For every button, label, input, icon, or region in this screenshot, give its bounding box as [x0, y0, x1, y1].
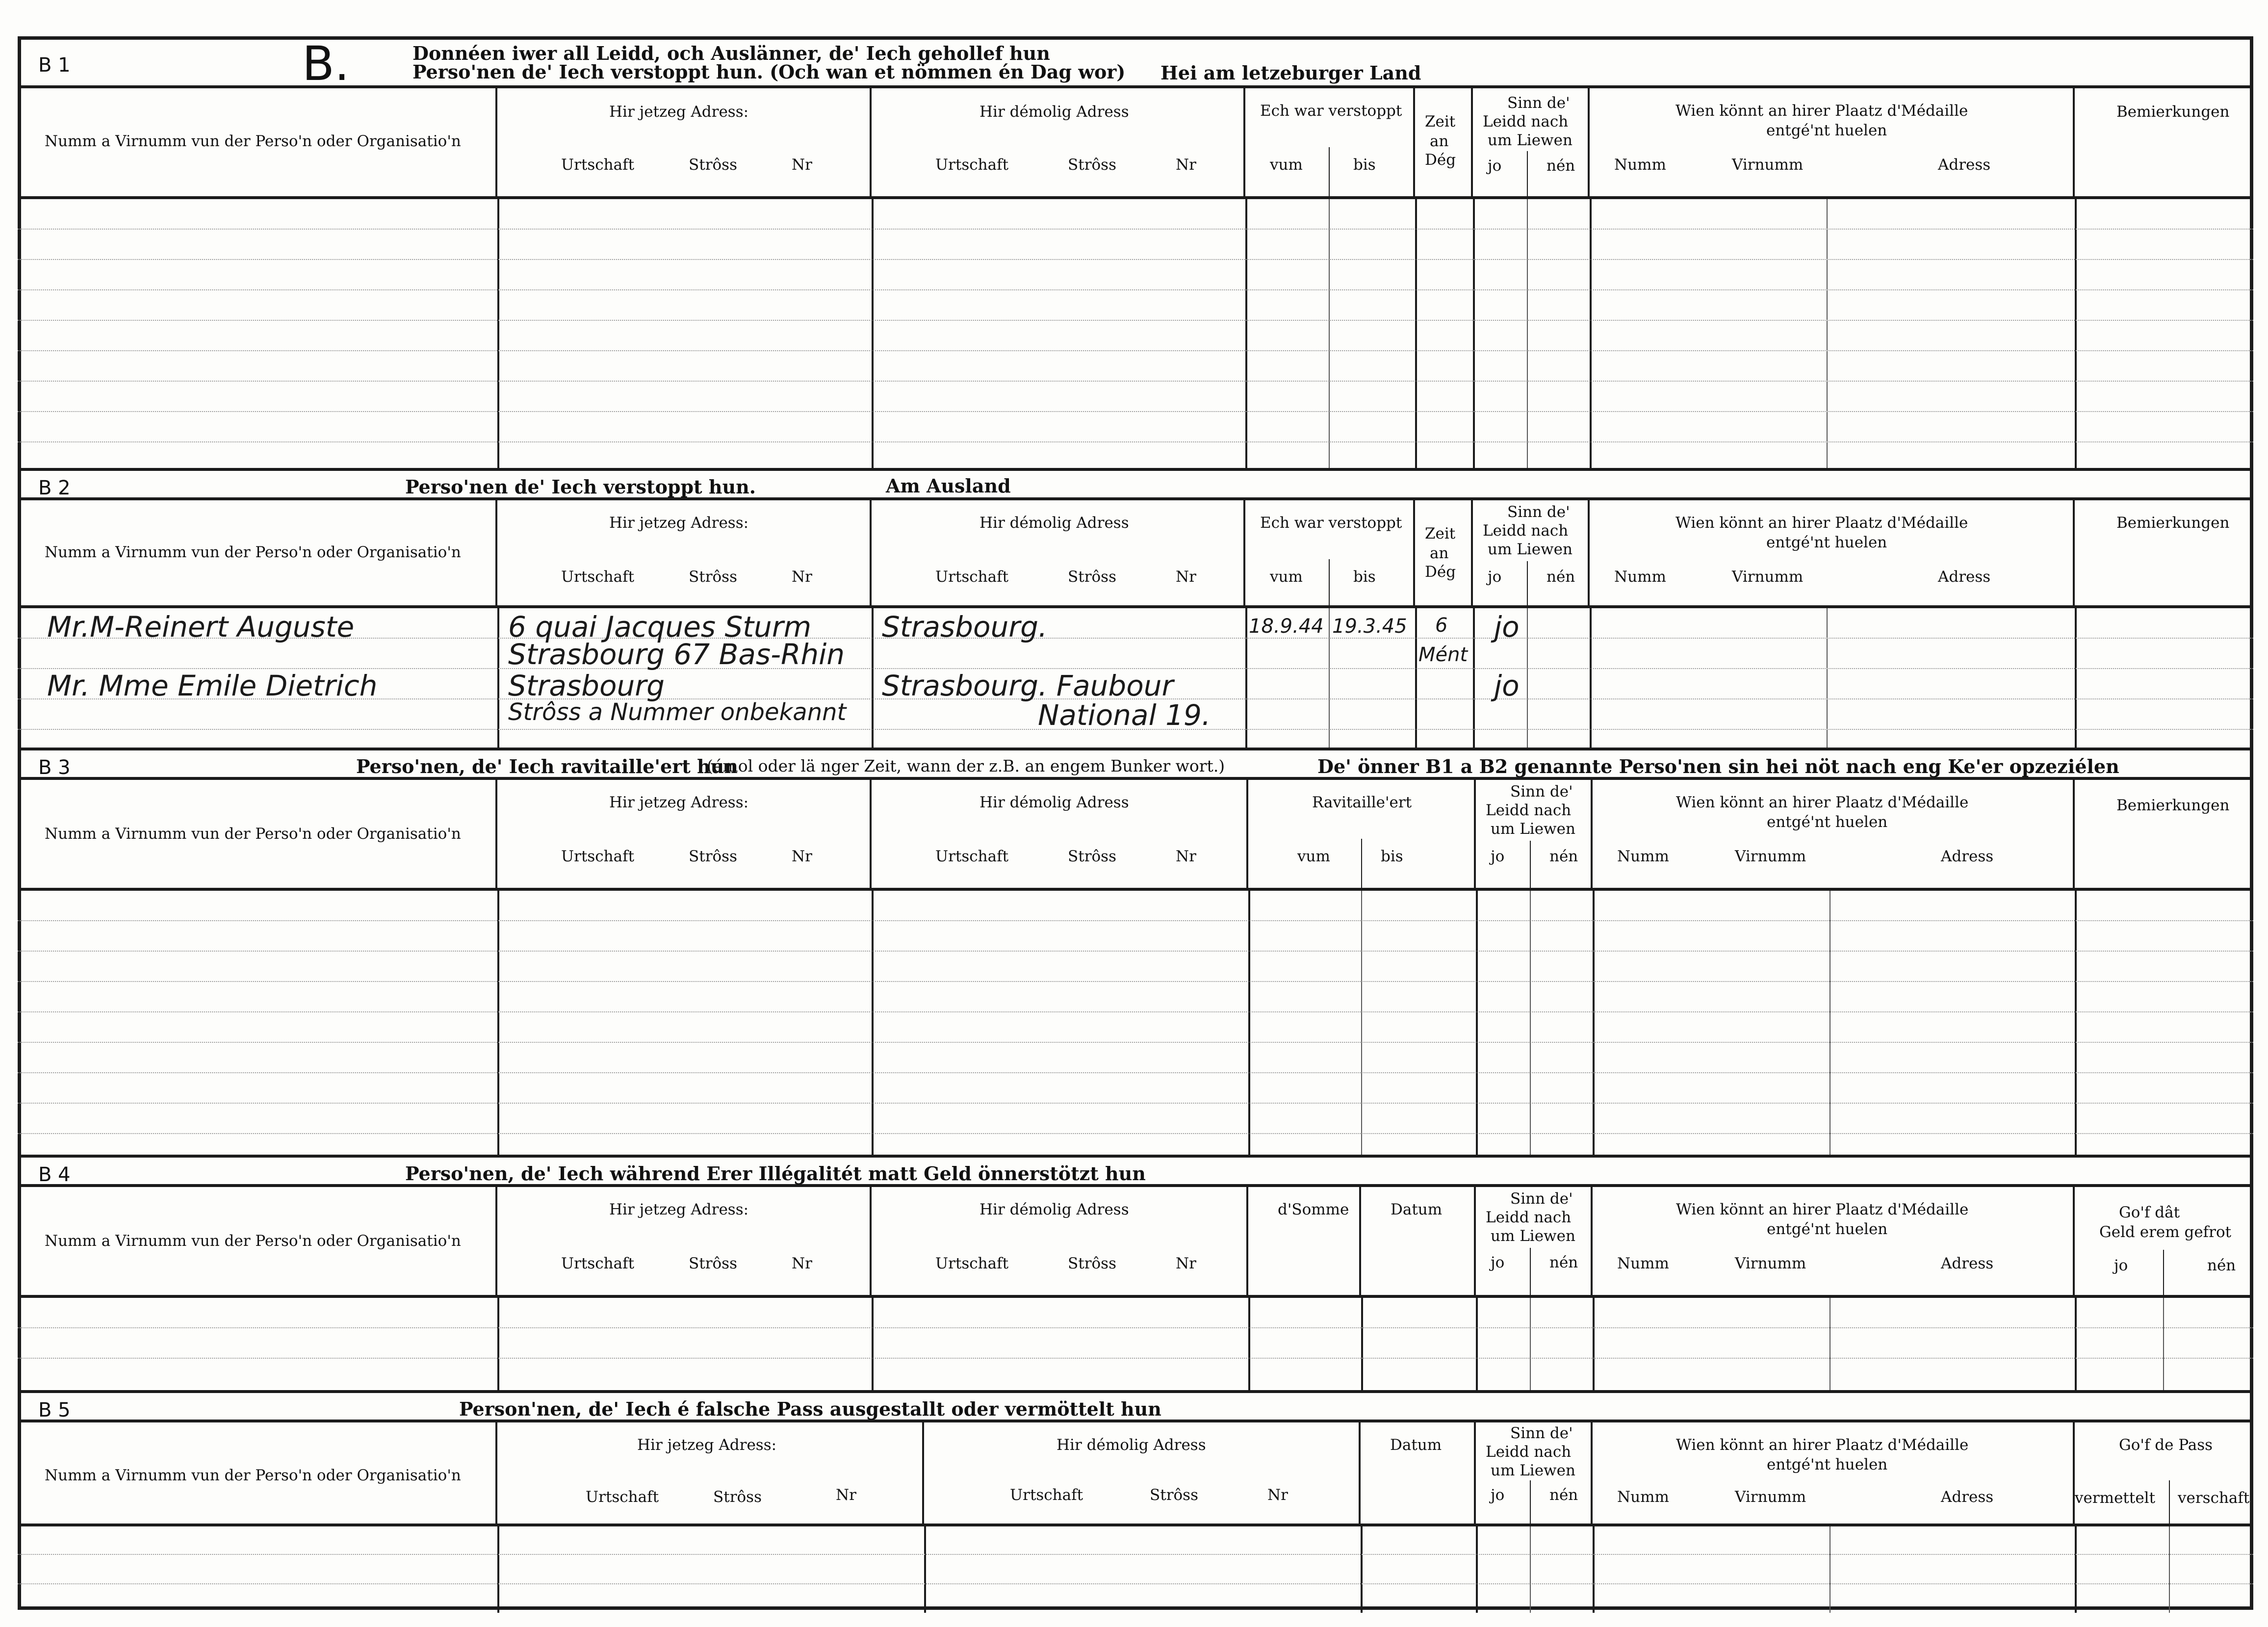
wien-label-2: entgé'nt huelen	[1767, 1220, 1888, 1238]
section-b3-title	[18, 750, 2253, 780]
urtschaft-label: Urtschaft	[935, 1255, 1009, 1272]
entry-2-addr-then-1: Strasbourg. Faubour	[882, 669, 1174, 702]
entry-1-bis: 19.3.45	[1332, 615, 1407, 638]
urtschaft-label: Urtschaft	[561, 568, 635, 586]
sinn-label-3: um Liewen	[1491, 1227, 1575, 1245]
sinn-label-2: Leidd nach	[1483, 113, 1569, 130]
title-place: Am Ausland	[886, 475, 1011, 497]
section-title: Perso'nen de' Iech verstoppt hun.	[405, 476, 756, 498]
urtschaft-label: Urtschaft	[561, 1255, 635, 1272]
bemierk-label: Bemierkungen	[2116, 514, 2230, 532]
nen-label: nén	[1549, 848, 1578, 865]
adress-label: Adress	[1941, 1488, 1994, 1506]
nr-label: Nr	[792, 156, 812, 174]
stross-label: Strôss	[689, 156, 737, 174]
addr-now-header	[497, 88, 872, 196]
section-code: B 2	[38, 477, 71, 499]
entry-2-name: Mr. Mme Emile Dietrich	[47, 669, 378, 702]
ravitaille-label: Ravitaille'ert	[1312, 794, 1412, 811]
urtschaft-label: Urtschaft	[561, 848, 635, 865]
stross-label: Strôss	[1068, 848, 1116, 865]
urtschaft-label: Urtschaft	[561, 156, 635, 174]
title-place: Hei am letzeburger Land	[1160, 62, 1421, 84]
zeit-header	[1415, 88, 1473, 196]
addr-now-label: Hir jetzeg Adress:	[609, 103, 749, 121]
b3-header	[18, 780, 2253, 891]
gof-label-2: Geld erem gefrot	[2099, 1223, 2232, 1241]
urtschaft-label: Urtschaft	[935, 156, 1009, 174]
b1-body	[18, 199, 2253, 468]
bis-label: bis	[1381, 848, 1403, 865]
entry-2-addr-then-2: National 19.	[1038, 698, 1211, 732]
section-b5	[18, 1390, 2253, 1610]
entry-1-addr-now-2: Strasbourg 67 Bas-Rhin	[508, 638, 845, 671]
jo-label: jo	[1488, 568, 1502, 586]
numm-label: Numm	[1617, 1255, 1669, 1272]
nr-label: Nr	[1176, 1255, 1196, 1272]
bemierk-label: Bemierkungen	[2116, 103, 2230, 121]
virnumm-label: Virnumm	[1735, 1488, 1806, 1506]
ech-war-label: Ech war verstoppt	[1260, 102, 1402, 120]
urtschaft-label: Urtschaft	[586, 1488, 659, 1506]
numm-label: Numm	[1614, 568, 1666, 586]
entry-1-zeit: 6	[1435, 614, 1448, 637]
adress-label: Adress	[1941, 848, 1994, 865]
stross-label: Strôss	[1068, 156, 1116, 174]
jo-label: jo	[1491, 1254, 1505, 1271]
sinn-label-2: Leidd nach	[1486, 1443, 1572, 1461]
zeit-label-2: an	[1430, 544, 1449, 562]
stross-label: Strôss	[713, 1488, 762, 1506]
datum-label: Datum	[1391, 1201, 1443, 1218]
nr-label: Nr	[792, 848, 812, 865]
section-code: B 3	[38, 756, 71, 779]
b5-body	[18, 1526, 2253, 1613]
zeit-label-2: an	[1430, 132, 1449, 150]
addr-then-label: Hir démolig Adress	[979, 794, 1129, 811]
wien-label: Wien könnt an hirer Plaatz d'Médaille	[1676, 794, 1969, 811]
wien-header	[1590, 88, 2075, 196]
b5-header	[18, 1422, 2253, 1526]
numm-label: Numm	[1614, 156, 1666, 174]
vum-label: vum	[1297, 848, 1330, 865]
numm-label: Numm	[1617, 1488, 1669, 1506]
addr-now-label: Hir jetzeg Adress:	[637, 1436, 777, 1454]
wien-label-2: entgé'nt huelen	[1766, 534, 1887, 551]
jo-label: jo	[1488, 157, 1502, 175]
vum-label: vum	[1270, 568, 1303, 586]
addr-now-label: Hir jetzeg Adress:	[609, 514, 749, 532]
section-b3	[18, 748, 2253, 1155]
nr-label: Nr	[792, 568, 812, 586]
sinn-label: Sinn de'	[1510, 1424, 1573, 1442]
bis-label: bis	[1353, 156, 1376, 174]
stross-label: Strôss	[689, 568, 737, 586]
zeit-label-3: Dég	[1425, 151, 1456, 169]
entry-1-addr-now-1: 6 quai Jacques Sturm	[508, 610, 812, 644]
sinn-label: Sinn de'	[1510, 1190, 1573, 1208]
verschaft-label: verschaft	[2178, 1489, 2250, 1507]
nen-label: nén	[1549, 1254, 1578, 1271]
stross-label: Strôss	[689, 1255, 737, 1272]
zeit-label: Zeit	[1425, 113, 1456, 130]
addr-then-label: Hir démolig Adress	[979, 514, 1129, 532]
virnumm-label: Virnumm	[1735, 848, 1806, 865]
title-note-2: De' önner B1 a B2 genannte Perso'nen sin hei nöt nach eng Ke'er opzeziélen	[1317, 755, 2119, 777]
vermettelt-label: vermettelt	[2075, 1489, 2156, 1507]
name-col-label: Numm a Virnumm vun der Perso'n oder Organisatio'n	[45, 1232, 461, 1250]
sinn-label: Sinn de'	[1507, 503, 1570, 521]
sinn-header	[1473, 88, 1590, 196]
nen-label: nén	[1546, 568, 1575, 586]
entry-1-zeit-unit: Mént	[1418, 644, 1468, 666]
gof-label: Go'f dât	[2119, 1204, 2180, 1221]
zeit-label-3: Dég	[1425, 563, 1456, 581]
bis-label: bis	[1353, 568, 1376, 586]
b4-header	[18, 1187, 2253, 1298]
section-code: B 1	[38, 54, 71, 77]
entry-1-addr-then: Strasbourg.	[882, 610, 1048, 644]
section-b1-title	[18, 36, 2253, 91]
virnumm-label: Virnumm	[1732, 568, 1804, 586]
entry-2-jo: jo	[1494, 669, 1520, 702]
section-b5-title	[18, 1393, 2253, 1422]
adress-label: Adress	[1938, 156, 1991, 174]
entry-1-jo: jo	[1494, 610, 1520, 644]
addr-then-label: Hir démolig Adress	[979, 103, 1129, 121]
name-col-header	[18, 88, 497, 196]
datum-label: Datum	[1390, 1436, 1442, 1454]
sinn-label-3: um Liewen	[1491, 820, 1575, 838]
bemierk-label: Bemierkungen	[2116, 797, 2230, 814]
title-line-1: Donnéen iwer all Leidd, och Auslänner, de' Iech gehollef hun	[412, 42, 1050, 64]
b3-body	[18, 891, 2253, 1158]
nen-label: nén	[2207, 1257, 2236, 1274]
addr-now-label: Hir jetzeg Adress:	[609, 794, 749, 811]
jo-label: jo	[2114, 1257, 2128, 1274]
nr-label: Nr	[1267, 1486, 1288, 1504]
addr-now-label: Hir jetzeg Adress:	[609, 1201, 749, 1218]
entry-2-addr-now-1: Strasbourg	[508, 669, 665, 702]
stross-label: Strôss	[1068, 568, 1116, 586]
entry-1-vum: 18.9.44	[1249, 615, 1324, 638]
sinn-label-2: Leidd nach	[1486, 1209, 1572, 1226]
nen-label: nén	[1549, 1486, 1578, 1504]
section-code: B 5	[38, 1399, 71, 1421]
verstoppt-header	[1245, 88, 1415, 196]
b2-header	[18, 500, 2253, 608]
jo-label: jo	[1491, 1486, 1505, 1504]
title-line-2: Perso'nen de' Iech verstoppt hun. (Och wan et nömmen én Dag wor)	[412, 61, 1126, 83]
name-col-label: Numm a Virnumm vun der Perso'n oder Organisatio'n	[45, 132, 461, 150]
section-title: Perso'nen, de' Iech ravitaille'ert hun	[356, 755, 738, 777]
section-letter: B.	[302, 36, 350, 91]
sinn-label-3: um Liewen	[1488, 131, 1572, 149]
virnumm-label: Virnumm	[1735, 1255, 1806, 1272]
addr-then-label: Hir démolig Adress	[979, 1201, 1129, 1218]
numm-label: Numm	[1617, 848, 1669, 865]
wien-label: Wien könnt an hirer Plaatz d'Médaille	[1676, 1201, 1969, 1218]
nr-label: Nr	[1176, 848, 1196, 865]
virnumm-label: Virnumm	[1732, 156, 1804, 174]
wien-label: Wien könnt an hirer Plaatz d'Médaille	[1675, 514, 1968, 532]
urtschaft-label: Urtschaft	[1010, 1486, 1083, 1504]
entry-2-addr-now-2: Strôss a Nummer onbekannt	[508, 698, 847, 726]
stross-label: Strôss	[1068, 1255, 1116, 1272]
nr-label: Nr	[1176, 156, 1196, 174]
section-b4	[18, 1155, 2253, 1390]
jo-label: jo	[1491, 848, 1505, 865]
section-b1	[18, 36, 2253, 468]
wien-label: Wien könnt an hirer Plaatz d'Médaille	[1676, 1436, 1969, 1454]
sinn-label: Sinn de'	[1507, 94, 1570, 112]
name-col-label: Numm a Virnumm vun der Perso'n oder Organisatio'n	[45, 543, 461, 561]
wien-label-2: entgé'nt huelen	[1767, 813, 1888, 831]
nr-label: Nr	[792, 1255, 812, 1272]
gof-pass-label: Go'f de Pass	[2119, 1436, 2213, 1454]
section-b2	[18, 468, 2253, 748]
addr-then-header	[872, 88, 1245, 196]
section-b2-title	[18, 471, 2253, 500]
ech-war-label: Ech war verstoppt	[1260, 514, 1402, 532]
wien-label: Wien könnt an hirer Plaatz d'Médaille	[1675, 102, 1968, 120]
stross-label: Strôss	[689, 848, 737, 865]
addr-then-label: Hir démolig Adress	[1057, 1436, 1206, 1454]
b1-header	[18, 88, 2253, 199]
nr-label: Nr	[1176, 568, 1196, 586]
vum-label: vum	[1270, 156, 1303, 174]
section-b4-title	[18, 1158, 2253, 1187]
sinn-label-3: um Liewen	[1491, 1462, 1575, 1479]
bemierk-header	[2075, 88, 2253, 196]
wien-label-2: entgé'nt huelen	[1767, 1456, 1888, 1473]
sinn-label-2: Leidd nach	[1483, 522, 1569, 540]
sinn-label-3: um Liewen	[1488, 541, 1572, 558]
title-note: (émol oder lä nger Zeit, wann der z.B. an engem Bunker wort.)	[707, 756, 1225, 775]
somme-label: d'Somme	[1278, 1201, 1349, 1218]
b2-body	[18, 608, 2253, 750]
wien-label-2: entgé'nt huelen	[1766, 122, 1887, 139]
name-col-label: Numm a Virnumm vun der Perso'n oder Organisatio'n	[45, 825, 461, 843]
section-code: B 4	[38, 1163, 71, 1186]
adress-label: Adress	[1938, 568, 1991, 586]
section-title: Person'nen, de' Iech é falsche Pass ausgestallt oder vermöttelt hun	[459, 1398, 1161, 1420]
name-col-label: Numm a Virnumm vun der Perso'n oder Organisatio'n	[45, 1467, 461, 1484]
entry-1-name: Mr.M-Reinert Auguste	[47, 610, 355, 644]
nen-label: nén	[1546, 157, 1575, 175]
urtschaft-label: Urtschaft	[935, 848, 1009, 865]
sinn-label-2: Leidd nach	[1486, 801, 1572, 819]
nr-label: Nr	[836, 1486, 856, 1504]
adress-label: Adress	[1941, 1255, 1994, 1272]
stross-label: Strôss	[1150, 1486, 1198, 1504]
urtschaft-label: Urtschaft	[935, 568, 1009, 586]
sinn-label: Sinn de'	[1510, 783, 1573, 801]
zeit-label: Zeit	[1425, 525, 1456, 542]
section-title: Perso'nen, de' Iech während Erer Illégalitét matt Geld önnerstötzt hun	[405, 1162, 1146, 1185]
b4-body	[18, 1298, 2253, 1393]
